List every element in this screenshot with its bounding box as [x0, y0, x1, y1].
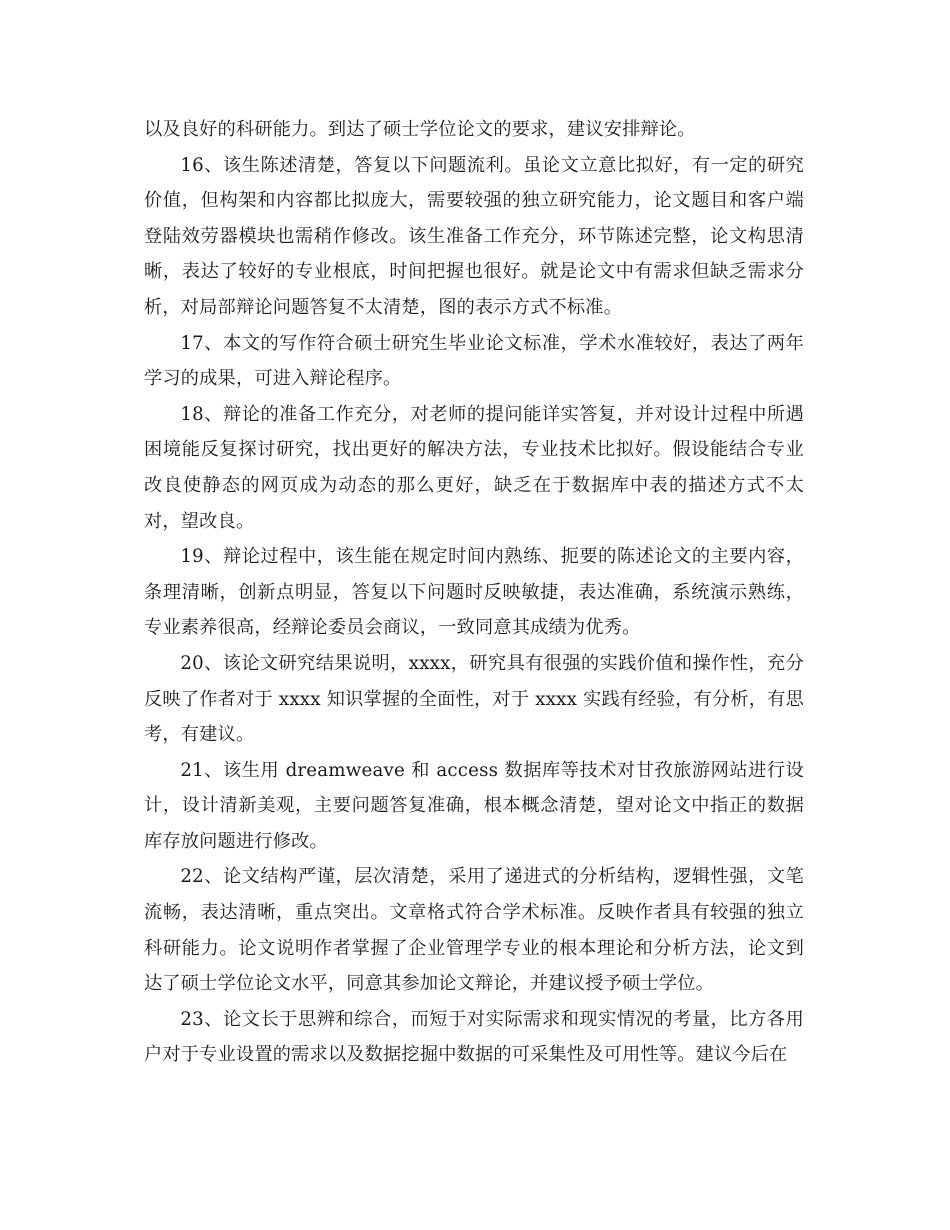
paragraph-23: 23、论文长于思辨和综合，而短于对实际需求和现实情况的考量，比方各用户对于专业设置的需求以及数据挖掘中数据的可采集性及可用性等。建议今后在 — [144, 1008, 804, 1066]
paragraph-21: 21、该生用 dreamweave 和 access 数据库等技术对甘孜旅游网站进行设计，设计清新美观，主要问题答复准确，根本概念清楚，望对论文中指正的数据库存放问题进行修改。 — [144, 759, 804, 852]
paragraph-16: 16、该生陈述清楚，答复以下问题流利。虽论文立意比拟好，有一定的研究价值，但构架和内容都比拟庞大，需要较强的独立研究能力，论文题目和客户端登陆效劳器模块也需稍作修改。该生准备工作充分，环节陈述完整，论文构思清晰，表达了较好的专业根底，时间把握也很好。就是论文中有需求但缺乏需求分析，对局部辩论问题答复不太清楚，图的表示方式不标准。 — [144, 154, 804, 318]
paragraph-15-continuation: 以及良好的科研能力。到达了硕士学位论文的要求，建议安排辩论。 — [144, 119, 696, 140]
paragraph-19: 19、辩论过程中，该生能在规定时间内熟练、扼要的陈述论文的主要内容，条理清晰，创新点明显，答复以下问题时反映敏捷，表达准确，系统演示熟练，专业素养很高，经辩论委员会商议，一致同意其成绩为优秀。 — [144, 546, 804, 639]
document-body — [144, 112, 804, 1073]
paragraph-22: 22、论文结构严谨，层次清楚，采用了递进式的分析结构，逻辑性强，文笔流畅，表达清晰，重点突出。文章格式符合学术标准。反映作者具有较强的独立科研能力。论文说明作者掌握了企业管理学专业的根本理论和分析方法，论文到达了硕士学位论文水平，同意其参加论文辩论，并建议授予硕士学位。 — [144, 866, 804, 995]
paragraph-20: 20、该论文研究结果说明，xxxx，研究具有很强的实践价值和操作性，充分反映了作者对于 xxxx 知识掌握的全面性，对于 xxxx 实践有经验，有分析，有思考，有建议。 — [144, 652, 804, 746]
paragraph-18: 18、辩论的准备工作充分，对老师的提问能详实答复，并对设计过程中所遇困境能反复探讨研究，找出更好的解决方法，专业技术比拟好。假设能结合专业改良使静态的网页成为动态的那么更好，缺乏在于数据库中表的描述方式不太对，望改良。 — [144, 403, 804, 532]
paragraph-17: 17、本文的写作符合硕士研究生毕业论文标准，学术水准较好，表达了两年学习的成果，可进入辩论程序。 — [144, 332, 804, 390]
